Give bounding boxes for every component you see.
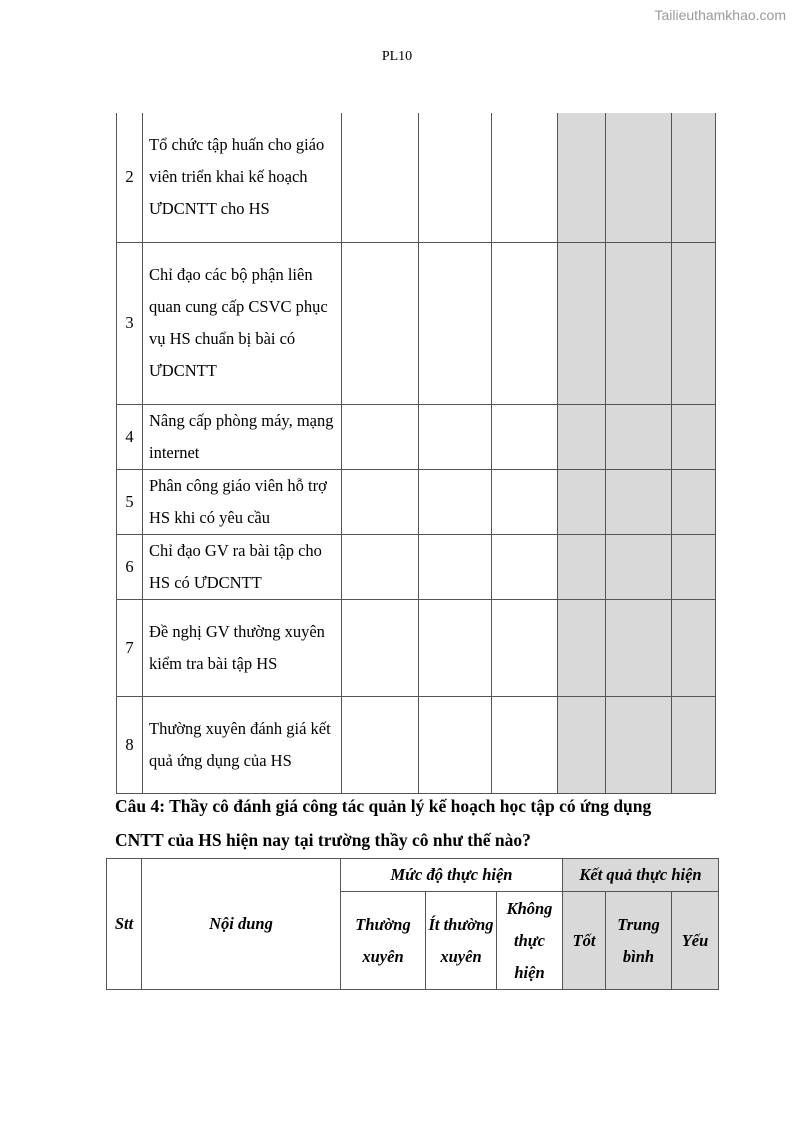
header-trung-binh: Trung bình	[606, 892, 672, 990]
question-line-1: Câu 4: Thầy cô đánh giá công tác quản lý kế hoạch học tập có ứng dụng	[115, 796, 652, 816]
cell-khong-thuc-hien	[492, 534, 558, 599]
page-label: PL10	[381, 49, 413, 64]
cell-it-thuong-xuyen	[419, 599, 492, 696]
header-tot: Tốt	[563, 892, 606, 990]
table-row	[117, 696, 716, 793]
row-number: 6	[117, 534, 143, 599]
cell-yeu	[672, 599, 716, 696]
row-content: Tổ chức tập huấn cho giáo viên triển khai kế hoạch ƯDCNTT cho HS	[143, 113, 342, 242]
cell-khong-thuc-hien	[492, 113, 558, 242]
table-row	[117, 242, 716, 404]
row-content: Nâng cấp phòng máy, mạng internet	[143, 404, 342, 469]
cell-tot	[558, 113, 606, 242]
question-line-2: CNTT của HS hiện nay tại trường thầy cô như thế nào?	[115, 830, 531, 850]
row-number: 8	[117, 696, 143, 793]
header-stt: Stt	[107, 859, 142, 990]
cell-yeu	[672, 696, 716, 793]
header-muc-do-thuc-hien: Mức độ thực hiện	[341, 859, 563, 892]
cell-tot	[558, 404, 606, 469]
criteria-table-header	[106, 858, 719, 990]
cell-yeu	[672, 534, 716, 599]
cell-thuong-xuyen	[342, 242, 419, 404]
cell-trung-binh	[606, 599, 672, 696]
cell-khong-thuc-hien	[492, 404, 558, 469]
cell-khong-thuc-hien	[492, 242, 558, 404]
cell-yeu	[672, 404, 716, 469]
row-number: 5	[117, 469, 143, 534]
cell-yeu	[672, 113, 716, 242]
cell-trung-binh	[606, 113, 672, 242]
table-row	[117, 534, 716, 599]
cell-yeu	[672, 469, 716, 534]
row-content: Thường xuyên đánh giá kết quả ứng dụng của HS	[143, 696, 342, 793]
header-noi-dung: Nội dung	[142, 859, 341, 990]
cell-tot	[558, 242, 606, 404]
cell-yeu	[672, 242, 716, 404]
cell-thuong-xuyen	[342, 696, 419, 793]
row-content: Đề nghị GV thường xuyên kiểm tra bài tập HS	[143, 599, 342, 696]
header-it-thuong-xuyen: Ít thường xuyên	[426, 892, 497, 990]
cell-tot	[558, 599, 606, 696]
table-row	[117, 599, 716, 696]
cell-thuong-xuyen	[342, 469, 419, 534]
cell-it-thuong-xuyen	[419, 696, 492, 793]
cell-khong-thuc-hien	[492, 696, 558, 793]
cell-it-thuong-xuyen	[419, 469, 492, 534]
table-row	[117, 469, 716, 534]
row-number: 3	[117, 242, 143, 404]
header-ket-qua-thuc-hien: Kết quả thực hiện	[563, 859, 719, 892]
cell-trung-binh	[606, 534, 672, 599]
cell-it-thuong-xuyen	[419, 113, 492, 242]
cell-trung-binh	[606, 242, 672, 404]
cell-thuong-xuyen	[342, 113, 419, 242]
cell-khong-thuc-hien	[492, 469, 558, 534]
cell-tot	[558, 534, 606, 599]
table-row	[117, 404, 716, 469]
cell-it-thuong-xuyen	[419, 534, 492, 599]
table-row	[117, 113, 716, 242]
criteria-table-top	[116, 113, 716, 794]
cell-khong-thuc-hien	[492, 599, 558, 696]
header-khong-thuc-hien: Không thực hiện	[497, 892, 563, 990]
row-number: 2	[117, 113, 143, 242]
row-content: Chỉ đạo GV ra bài tập cho HS có ƯDCNTT	[143, 534, 342, 599]
cell-trung-binh	[606, 469, 672, 534]
cell-it-thuong-xuyen	[419, 404, 492, 469]
row-number: 4	[117, 404, 143, 469]
cell-it-thuong-xuyen	[419, 242, 492, 404]
cell-thuong-xuyen	[342, 599, 419, 696]
row-content: Chỉ đạo các bộ phận liên quan cung cấp CSVC phục vụ HS chuẩn bị bài có ƯDCNTT	[143, 242, 342, 404]
row-content: Phân công giáo viên hỗ trợ HS khi có yêu cầu	[143, 469, 342, 534]
cell-tot	[558, 469, 606, 534]
cell-trung-binh	[606, 404, 672, 469]
cell-thuong-xuyen	[342, 534, 419, 599]
cell-trung-binh	[606, 696, 672, 793]
header-thuong-xuyen: Thường xuyên	[341, 892, 426, 990]
cell-tot	[558, 696, 606, 793]
row-number: 7	[117, 599, 143, 696]
cell-thuong-xuyen	[342, 404, 419, 469]
header-yeu: Yếu	[672, 892, 719, 990]
watermark: Tailieuthamkhao.com	[654, 7, 786, 23]
